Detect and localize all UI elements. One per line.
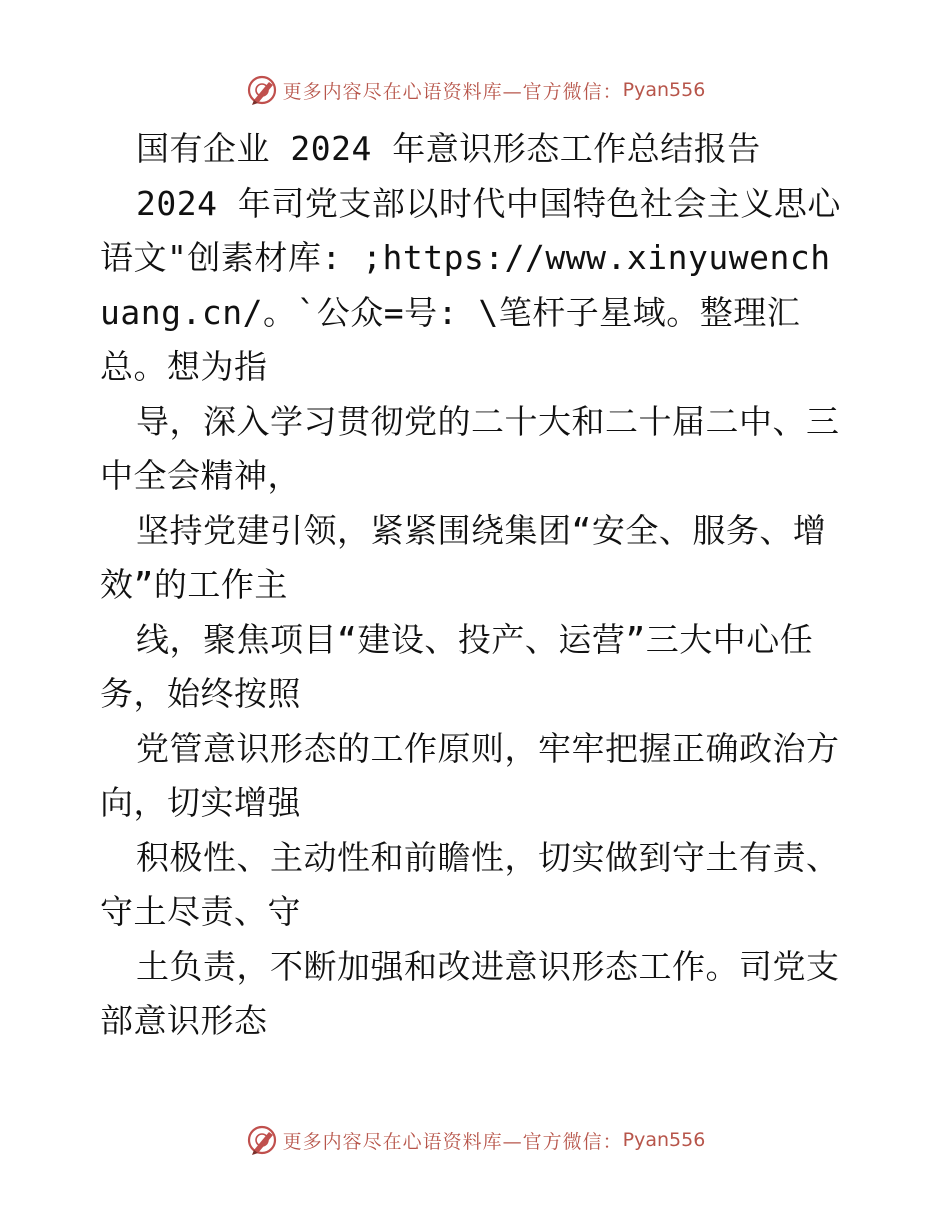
paragraph: 线，聚焦项目“建设、投产、运营”三大中心任务，始终按照 [100, 619, 814, 713]
paragraph: 2024 年司党支部以时代中国特色社会主义思心语文"创素材库: ;https://www.xinyuwenchuang.cn/。`公众=号: \笔杆子星域。整理汇总。想为指 [100, 183, 841, 386]
wechat-id: Pyan556 [622, 1129, 706, 1151]
document-body [100, 122, 850, 1049]
pen-logo-icon [245, 73, 279, 107]
paragraph: 党管意识形态的工作原则，牢牢把握正确政治方向，切实增强 [100, 728, 840, 822]
header-watermark [0, 70, 950, 110]
watermark-text: 更多内容尽在心语资料库—官方微信： [282, 80, 623, 103]
pen-logo-icon [245, 1123, 279, 1157]
paragraph: 土负责，不断加强和改进意识形态工作。司党支部意识形态 [100, 946, 840, 1040]
wechat-id: Pyan556 [622, 79, 706, 101]
paragraph: 坚持党建引领，紧紧围绕集团“安全、服务、增效”的工作主 [100, 510, 827, 604]
watermark-text: 更多内容尽在心语资料库—官方微信： [282, 1130, 623, 1153]
document-title: 国有企业 2024 年意识形态工作总结报告 [136, 129, 761, 168]
footer-watermark [0, 1120, 950, 1160]
paragraph: 导，深入学习贯彻党的二十大和二十届二中、三中全会精神， [100, 401, 840, 495]
paragraph: 积极性、主动性和前瞻性，切实做到守土有责、守土尽责、守 [100, 837, 840, 931]
